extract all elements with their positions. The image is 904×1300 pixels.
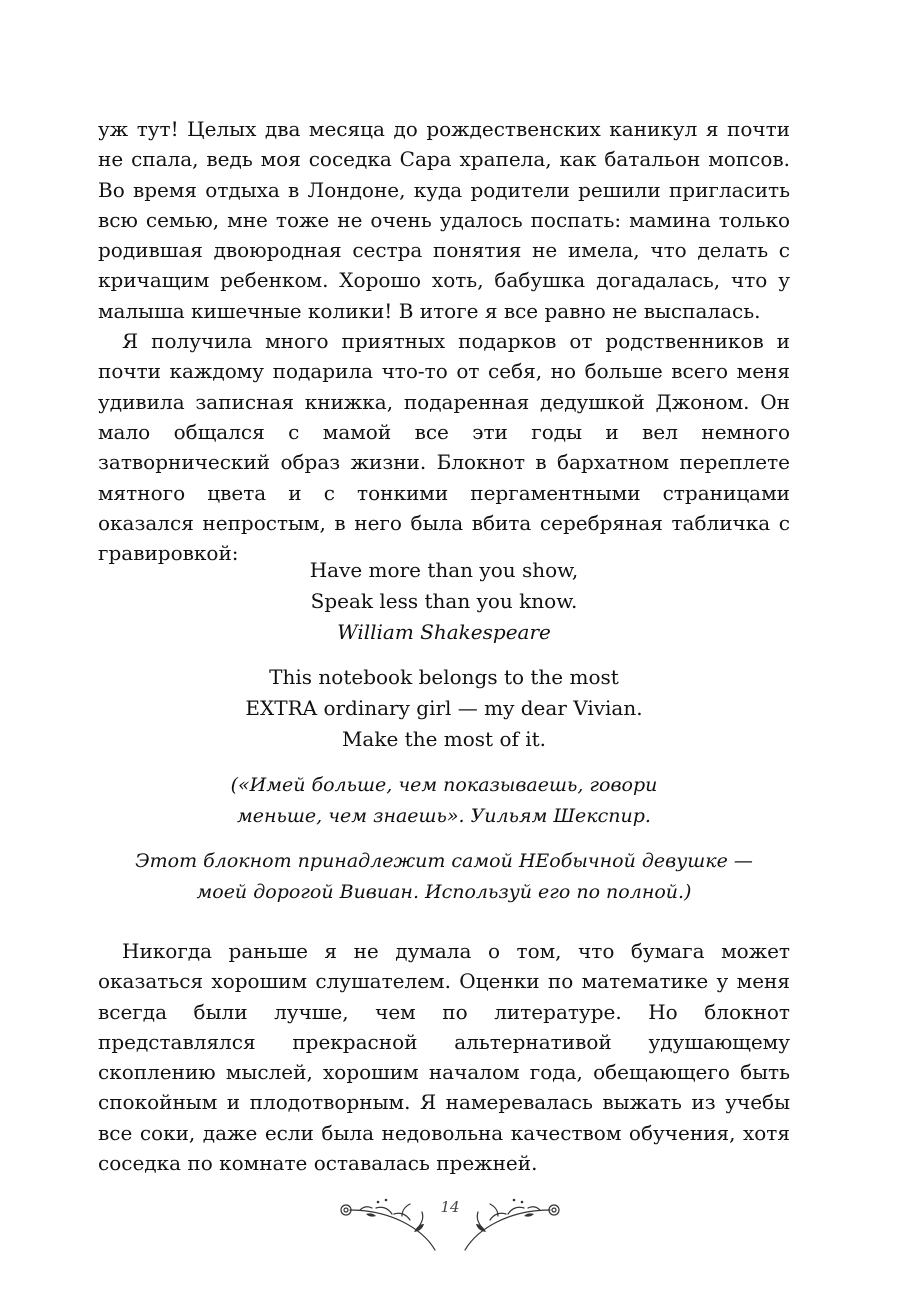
translation-line-3: Этот блокнот принадлежит самой НЕобычной девушке — bbox=[135, 850, 753, 872]
translation-line-1: («Имей больше, чем показываешь, говори bbox=[230, 774, 658, 796]
epigraph-author: William Shakespeare bbox=[337, 620, 551, 644]
paragraph-gifts: Я получила много приятных подарков от родственников и почти каждому подарила что-то от себя, но больше всего меня удивила записная книжка, подаренная дедушкой Джоном. Он мало общался с мамой все эти годы и вел немного затворнический образ жизни. Блокнот в бархатном переплете мятного цвета и с тонкими пергаментными страницами оказался непростым, в него была вбита серебряная табличка с гравировкой: bbox=[98, 329, 790, 566]
body-text-bottom bbox=[98, 936, 790, 1178]
translation-epigraph bbox=[98, 770, 790, 832]
dedication-line-2: EXTRA ordinary girl — my dear Vivian. bbox=[245, 696, 643, 720]
translation-line-4: моей дорогой Вивиан. Используй его по полной.) bbox=[196, 881, 692, 903]
body-text-top bbox=[98, 114, 790, 568]
paragraph-notebook: Никогда раньше я не думала о том, что бумага может оказаться хорошим слушателем. Оценки по математике у меня всегда были лучше, чем по литературе. Но блокнот представлялся прекрасной альтернативой удушающему скоплению мыслей, хорошим началом года, обещающего быть спокойным и плодотворным. Я намеревалась выжать из учебы все соки, даже если была недовольна качеством обучения, хотя соседка по комнате оставалась прежней. bbox=[98, 939, 790, 1176]
page-number: 14 bbox=[440, 1198, 460, 1216]
paragraph-continuation: уж тут! Целых два месяца до рождественских каникул я почти не спала, ведь моя соседка Сара храпела, как батальон мопсов. Во время отдыха в Лондоне, куда родители решили пригласить всю семью, мне тоже не очень удалось поспать: мамина только родившая двоюродная сестра понятия не имела, что делать с кричащим ребенком. Хорошо хоть, бабушка догадалась, что у малыша кишечные колики! В итоге я все равно не выспалась. bbox=[98, 117, 790, 323]
engraving-dedication bbox=[98, 662, 790, 755]
translation-dedication bbox=[98, 846, 790, 908]
translation-line-2: меньше, чем знаешь». Уильям Шекспир. bbox=[237, 805, 651, 827]
dedication-line-1: This notebook belongs to the most bbox=[269, 665, 619, 689]
epigraph-line-2: Speak less than you know. bbox=[310, 589, 578, 613]
engraving-epigraph bbox=[98, 555, 790, 648]
dedication-line-3: Make the most of it. bbox=[341, 727, 547, 751]
epigraph-line-1: Have more than you show, bbox=[309, 558, 579, 582]
page-footer bbox=[330, 1188, 570, 1258]
